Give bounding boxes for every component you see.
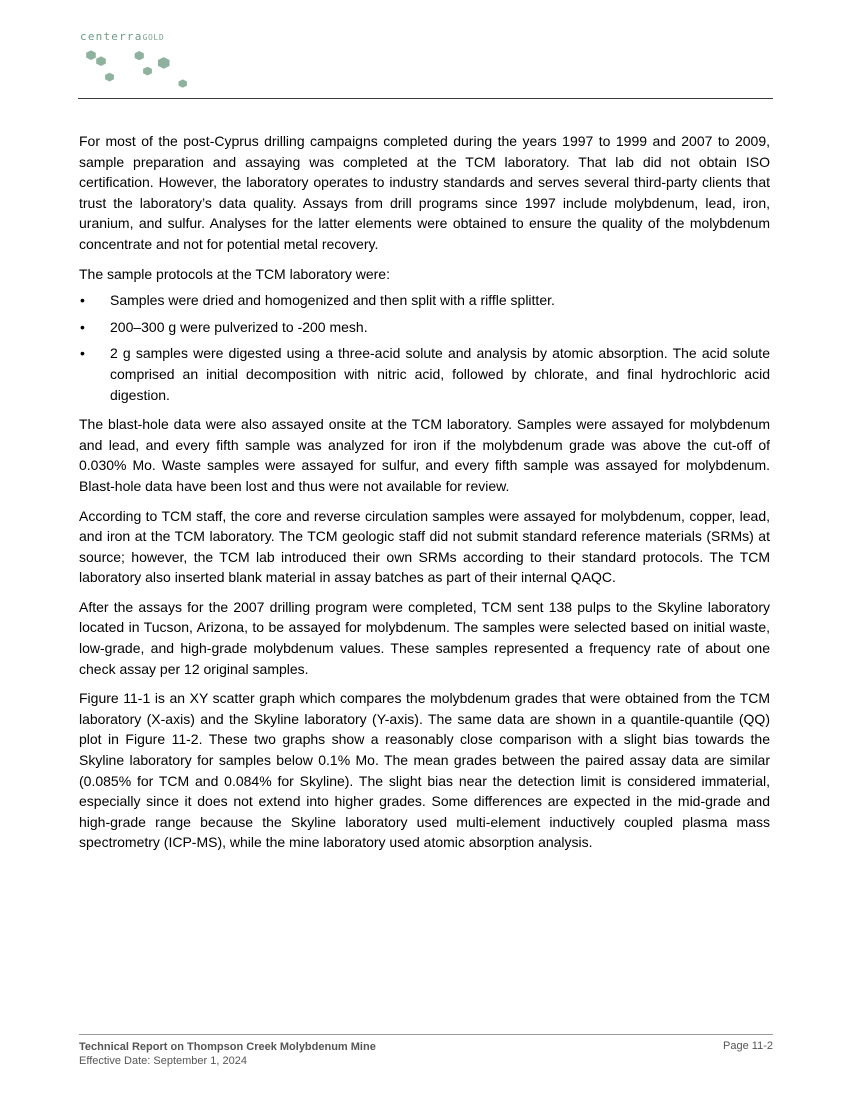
footer-report-title: Technical Report on Thompson Creek Molybdenum Mine — [79, 1041, 376, 1053]
paragraph-protocols-intro: The sample protocols at the TCM laboratory were: — [79, 265, 390, 282]
paragraph-blast-hole: The blast-hole data were also assayed onsite at the TCM laboratory. Samples were assayed for molybdenum and lead, and every fifth sample was analyzed for iron if the molybdenum grade was above the cut-off of 0.030% Mo. Waste samples were assayed for sulfur, and every fifth sample was assayed for molybdenum. Blast-hole data have been lost and thus were not available for review. — [79, 416, 770, 494]
bullet-icon: • — [80, 345, 85, 362]
list-item: • 200–300 g were pulverized to -200 mesh. — [79, 317, 770, 338]
list-item: • Samples were dried and homogenized and then split with a riffle splitter. — [79, 290, 770, 311]
bullet-icon: • — [80, 292, 85, 309]
protocol-list — [79, 290, 770, 405]
paragraph-lab-overview: For most of the post-Cyprus drilling campaigns completed during the years 1997 to 1999 and 2007 to 2009, sample preparation and assaying was completed at the TCM laboratory. That lab did not obtain ISO certification. However, the laboratory operates to industry standards and serves several third-party clients that trust the laboratory’s data quality. Assays from drill programs since 1997 include molybdenum, lead, iron, uranium, and sulfur. Analyses for the latter elements were obtained to ensure the quality of the molybdenum concentrate and not for potential metal recovery. — [79, 133, 770, 252]
logo-text-main: centerra — [80, 30, 143, 43]
paragraph-core-samples: According to TCM staff, the core and reverse circulation samples were assayed for molybdenum, copper, lead, and iron at the TCM laboratory. The TCM geologic staff did not submit standard reference materials (SRMs) at source; however, the TCM lab introduced their own SRMs according to their standard protocols. The TCM laboratory also inserted blank material in assay batches as part of their internal QAQC. — [79, 507, 770, 586]
logo-text-gold: GOLD — [142, 33, 165, 42]
hexagon-logo-icon — [78, 44, 198, 94]
bullet-icon: • — [80, 318, 85, 335]
report-body — [79, 131, 770, 862]
page-footer — [79, 1034, 773, 1068]
footer-page-number: Page 11-2 — [723, 1040, 773, 1052]
header-divider — [78, 98, 773, 99]
footer-effective-date: Effective Date: September 1, 2024 — [79, 1055, 247, 1067]
page-header — [78, 28, 773, 99]
paragraph-figure-comparison: Figure 11-1 is an XY scatter graph which compares the molybdenum grades that were obtained from the TCM laboratory (X-axis) and the Skyline laboratory (Y-axis). The same data are shown in a quantile-quantile (QQ) plot in Figure 11-2. These two graphs show a reasonably close comparison with a slight bias towards the Skyline laboratory for samples below 0.1% Mo. The mean grades between the paired assay data are similar (0.085% for TCM and 0.084% for Skyline). The slight bias near the detection limit is considered immaterial, especially since it does not extend into higher grades. Some differences are expected in the mid-grade and high-grade range because the Skyline laboratory used multi-element inductively coupled plasma mass spectrometry (ICP-MS), while the mine laboratory used atomic absorption analysis. — [79, 690, 770, 851]
company-logo-text — [80, 30, 164, 43]
footer-divider — [79, 1034, 773, 1035]
paragraph-check-assays: After the assays for the 2007 drilling program were completed, TCM sent 138 pulps to the Skyline laboratory located in Tucson, Arizona, to be assayed for molybdenum. The samples were selected based on initial waste, low-grade, and high-grade molybdenum values. These samples represented a frequency rate of about one check assay per 12 original samples. — [79, 598, 770, 677]
list-item: • 2 g samples were digested using a three-acid solute and analysis by atomic absorption. The acid solute comprised an initial decomposition with nitric acid, followed by chlorate, and final hydrochloric acid digestion. — [80, 345, 770, 403]
